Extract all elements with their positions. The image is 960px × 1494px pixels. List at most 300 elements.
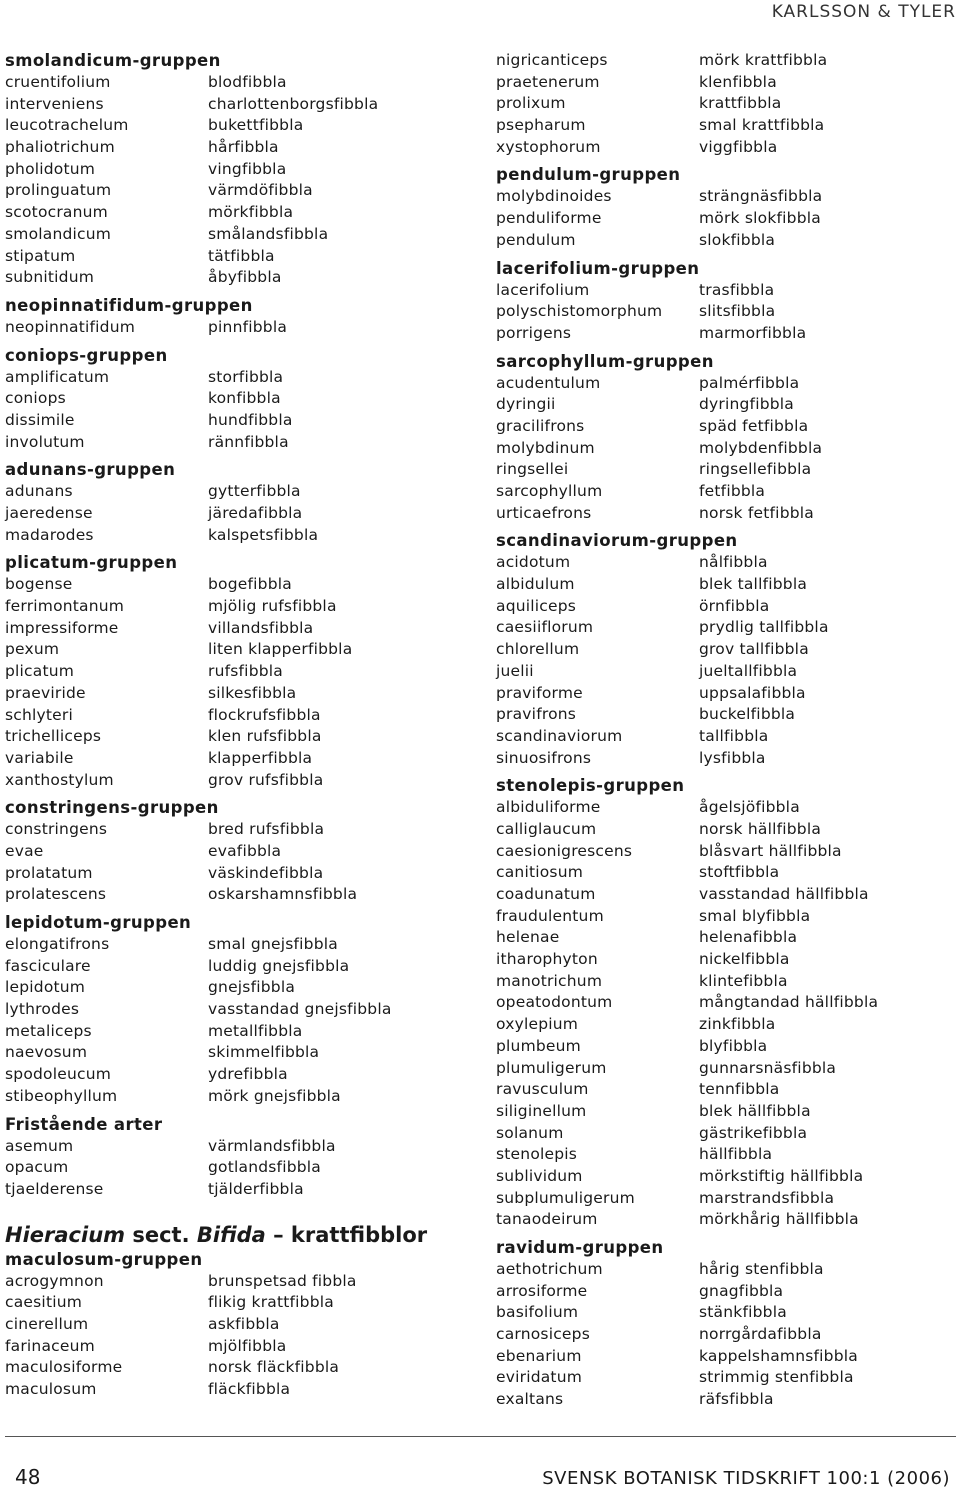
swedish-name: stoftfibbla [699,863,780,882]
scientific-name: subplumuligerum [496,1188,635,1207]
species-row [5,999,465,1021]
swedish-name: klapperfibbla [208,748,313,767]
swedish-name: lysfibbla [699,748,766,767]
swedish-name: vasstandad gnejsfibbla [208,1000,392,1019]
section-heading: Hieracium sect. Bifida – krattfibblor [5,1222,428,1247]
species-row [5,977,465,999]
scientific-name: caesitium [5,1293,83,1312]
species-row [5,180,465,202]
scientific-name: lythrodes [5,1000,80,1019]
swedish-name: stänkfibbla [699,1303,787,1322]
scientific-name: spodoleucum [5,1065,112,1084]
swedish-name: kappelshamnsfibbla [699,1346,858,1365]
species-row [496,1123,956,1145]
scientific-name: smolandicum [5,224,112,243]
swedish-name: slitsfibbla [699,302,776,321]
swedish-name: buckelfibbla [699,705,796,724]
species-row [496,1079,956,1101]
scientific-name: plumbeum [496,1036,581,1055]
swedish-name: flockrufsfibbla [208,705,321,724]
swedish-name: strimmig stenfibbla [699,1368,854,1387]
species-row [496,884,956,906]
scientific-name: tjaelderense [5,1179,104,1198]
species-row [5,1157,465,1179]
swedish-name: smal gnejsfibbla [208,935,338,953]
swedish-name: blodfibbla [208,73,287,91]
swedish-name: ydrefibbla [208,1065,288,1084]
group-title: Fristående arter [5,1114,163,1134]
species-row [5,819,465,841]
swedish-name: tätfibbla [208,246,275,265]
species-row [496,481,956,503]
scientific-name: scotocranum [5,203,108,222]
swedish-name: luddig gnejsfibbla [208,956,350,975]
swedish-name: norsk hällfibbla [699,819,822,838]
scientific-name: acrogymnon [5,1271,104,1290]
scientific-name: stibeophyllum [5,1086,118,1105]
species-row [496,971,956,993]
scientific-name: juelii [496,661,534,680]
swedish-name: krattfibbla [699,94,782,113]
scientific-name: polyschistomorphum [496,302,663,321]
swedish-name: hårfibbla [208,138,279,157]
scientific-name: exaltans [496,1390,564,1409]
swedish-name: marmorfibbla [699,323,807,342]
species-row [496,574,956,596]
swedish-name: silkesfibbla [208,683,297,702]
species-row [5,410,465,432]
species-row [496,639,956,661]
scientific-name: variabile [5,748,74,767]
species-row [5,618,465,640]
species-row [496,906,956,928]
swedish-name: prydlig tallfibbla [699,618,829,637]
swedish-name: strängnäsfibbla [699,187,823,206]
scientific-name: caesionigrescens [496,841,633,860]
scientific-name: ferrimontanum [5,597,125,616]
scientific-name: asemum [5,1136,74,1155]
species-row [5,1064,465,1086]
species-row [496,503,956,525]
scientific-name: sinuosifrons [496,748,592,767]
species-row [5,481,465,503]
page-number: 48 [15,1465,41,1489]
scientific-name: plicatum [5,662,75,681]
swedish-name: mörk gnejsfibbla [208,1086,341,1105]
swedish-name: blek hällfibbla [699,1101,811,1120]
swedish-name: klenfibbla [699,72,777,91]
species-row [496,1014,956,1036]
species-row [5,267,465,289]
species-row [5,388,465,410]
swedish-name: tjälderfibbla [208,1179,304,1198]
species-row [5,72,465,94]
swedish-name: mjölfibbla [208,1336,287,1355]
swedish-name: fetfibbla [699,482,766,500]
scientific-name: constringens [5,820,108,839]
scientific-name: sarcophyllum [496,482,603,500]
scientific-name: phaliotrichum [5,138,115,157]
species-row [5,956,465,978]
swedish-name: marstrandsfibbla [699,1188,835,1207]
swedish-name: grov tallfibbla [699,640,809,659]
species-row [496,137,956,159]
swedish-name: hällfibbla [699,1145,773,1164]
scientific-name: pendulum [496,230,576,249]
species-row [496,1166,956,1188]
scientific-name: tanaodeirum [496,1210,598,1229]
swedish-name: nålfibbla [699,553,768,572]
left-group-list-2 [5,1249,465,1401]
scientific-name: nigricanticeps [496,51,608,69]
swedish-name: mörkfibbla [208,203,294,222]
species-row [496,992,956,1014]
species-row [5,770,465,792]
scientific-name: eviridatum [496,1368,583,1387]
species-row [496,373,956,395]
species-row [5,159,465,181]
scientific-name: lepidotum [5,978,86,997]
group-title: lacerifolium-gruppen [496,258,700,278]
right-group-list [496,50,956,1411]
species-row [496,862,956,884]
swedish-name: kalspetsfibbla [208,525,319,544]
scientific-name: dyringii [496,395,556,414]
scientific-name: schlyteri [5,705,73,724]
species-row [496,1281,956,1303]
swedish-name: klintefibbla [699,971,788,990]
species-row [5,1136,465,1158]
swedish-name: mångtandad hällfibbla [699,993,879,1012]
species-row [496,394,956,416]
swedish-name: villandsfibbla [208,618,314,637]
swedish-name: norsk fetfibbla [699,503,814,522]
species-row [496,438,956,460]
swedish-name: norrgårdafibbla [699,1325,822,1344]
scientific-name: impressiforme [5,618,119,637]
species-row [496,704,956,726]
species-row [5,596,465,618]
scientific-name: prolinguatum [5,181,112,200]
species-row [5,1357,465,1379]
scientific-name: gracilifrons [496,416,585,435]
group-title: coniops-gruppen [5,345,168,365]
species-row [5,525,465,547]
species-row [5,639,465,661]
swedish-name: fläckfibbla [208,1380,291,1398]
species-row [496,416,956,438]
swedish-name: värmlandsfibbla [208,1136,336,1155]
swedish-name: konfibbla [208,389,281,408]
species-row [5,367,465,389]
species-row [5,683,465,705]
swedish-name: metallfibbla [208,1021,303,1040]
group-title: constringens-gruppen [5,798,219,818]
species-row [496,683,956,705]
species-row [496,617,956,639]
species-row [496,1346,956,1368]
scientific-name: canitiosum [496,863,584,882]
scientific-name: manotrichum [496,971,603,990]
scientific-name: itharophyton [496,950,598,969]
species-row [5,884,465,906]
swedish-name: smal blyfibbla [699,906,811,925]
swedish-name: norsk fläckfibbla [208,1358,340,1377]
swedish-name: rufsfibbla [208,662,283,681]
species-row [5,1271,465,1293]
species-row [5,1042,465,1064]
swedish-name: klen rufsfibbla [208,727,322,746]
scientific-name: trichelliceps [5,727,102,746]
swedish-name: ringsellefibbla [699,460,812,479]
species-row [496,552,956,574]
scientific-name: ebenarium [496,1346,582,1365]
left-column [5,50,465,1401]
scientific-name: basifolium [496,1303,579,1322]
species-row [5,1336,465,1358]
scientific-name: opacum [5,1158,69,1177]
scientific-name: farinaceum [5,1336,95,1355]
scientific-name: calliglaucum [496,819,597,838]
swedish-name: smal krattfibbla [699,116,825,135]
swedish-name: zinkfibbla [699,1015,776,1034]
swedish-name: rännfibbla [208,432,289,451]
species-row [5,661,465,683]
swedish-name: mjölig rufsfibbla [208,597,337,616]
species-row [5,1314,465,1336]
scientific-name: fasciculare [5,956,91,975]
scientific-name: involutum [5,432,85,451]
scientific-name: adunans [5,482,73,501]
species-row [5,863,465,885]
swedish-name: helenafibbla [699,928,798,947]
species-row [496,323,956,345]
species-row [5,726,465,748]
swedish-name: järedafibbla [208,504,303,522]
scientific-name: dissimile [5,410,75,429]
species-row [496,72,956,94]
species-row [5,503,465,525]
swedish-name: tennfibbla [699,1080,780,1099]
scientific-name: opeatodontum [496,993,613,1012]
swedish-name: värmdöfibbla [208,181,313,200]
scientific-name: stipatum [5,246,76,265]
group-title: smolandicum-gruppen [5,51,221,70]
scientific-name: urticaefrons [496,503,592,522]
scientific-name: bogense [5,575,73,594]
swedish-name: tallfibbla [699,726,769,745]
scientific-name: plumuligerum [496,1058,607,1077]
species-row [496,1101,956,1123]
species-row [5,137,465,159]
scientific-name: stenolepis [496,1145,578,1164]
scientific-name: prolatatum [5,863,93,882]
species-row [496,1259,956,1281]
scientific-name: psepharum [496,116,586,135]
swedish-name: uppsalafibbla [699,683,806,702]
group-title: stenolepis-gruppen [496,776,685,796]
swedish-name: väskindefibbla [208,863,324,882]
species-row [5,1086,465,1108]
scientific-name: scandinaviorum [496,726,623,745]
species-row [496,949,956,971]
species-row [496,1209,956,1231]
scientific-name: siliginellum [496,1101,587,1120]
swedish-name: mörkhårig hällfibbla [699,1210,859,1229]
scientific-name: caesiiflorum [496,618,594,637]
swedish-name: flikig krattfibbla [208,1293,334,1312]
species-row [496,1188,956,1210]
scientific-name: interveniens [5,94,104,113]
swedish-name: slokfibbla [699,230,776,249]
swedish-name: hundfibbla [208,410,293,429]
scientific-name: acudentulum [496,373,601,392]
swedish-name: askfibbla [208,1314,280,1333]
group-title: adunans-gruppen [5,460,176,480]
scientific-name: molybdinum [496,438,595,457]
swedish-name: palmérfibbla [699,373,800,392]
swedish-name: blyfibbla [699,1036,768,1055]
species-row [496,50,956,72]
species-row [496,1036,956,1058]
swedish-name: skimmelfibbla [208,1043,320,1062]
footer-rule [5,1436,956,1437]
scientific-name: jaeredense [5,504,93,522]
scientific-name: coniops [5,389,66,408]
scientific-name: prolatescens [5,885,107,904]
swedish-name: jueltallfibbla [699,661,798,680]
right-column [496,50,956,1411]
species-row [5,224,465,246]
scientific-name: madarodes [5,525,94,544]
scientific-name: sublividum [496,1166,583,1185]
swedish-name: storfibbla [208,367,284,386]
journal-citation: SVENSK BOTANISK TIDSKRIFT 100:1 (2006) [542,1468,950,1489]
scientific-name: cruentifolium [5,73,111,91]
swedish-name: mörk slokfibbla [699,209,821,228]
species-row [5,115,465,137]
swedish-name: liten klapperfibbla [208,640,353,659]
species-row [5,432,465,454]
scientific-name: leucotrachelum [5,116,129,135]
scientific-name: albidulum [496,575,575,594]
scientific-name: subnitidum [5,268,95,287]
scientific-name: praeviride [5,683,86,702]
species-row [496,726,956,748]
group-title: ravidum-gruppen [496,1238,664,1257]
scientific-name: cinerellum [5,1314,89,1333]
scientific-name: amplificatum [5,367,110,386]
species-row [496,115,956,137]
species-row [496,301,956,323]
swedish-name: smålandsfibbla [208,224,329,243]
swedish-name: åbyfibbla [208,268,282,287]
scientific-name: acidotum [496,553,571,572]
group-title: neopinnatifidum-gruppen [5,295,253,315]
swedish-name: mörkstiftig hällfibbla [699,1166,864,1185]
left-group-list [5,50,465,1201]
species-row [496,1302,956,1324]
species-row [5,1292,465,1314]
scientific-name: oxylepium [496,1015,579,1034]
swedish-name: gotlandsfibbla [208,1158,321,1177]
swedish-name: gästrikefibbla [699,1123,808,1142]
swedish-name: evafibbla [208,841,282,860]
swedish-name: blåsvart hällfibbla [699,841,842,860]
swedish-name: späd fetfibbla [699,416,809,435]
scientific-name: helenae [496,928,560,947]
scientific-name: maculosiforme [5,1358,123,1377]
swedish-name: oskarshamnsfibbla [208,885,358,904]
scientific-name: solanum [496,1123,564,1142]
swedish-name: dyringfibbla [699,395,794,414]
species-row [5,841,465,863]
scientific-name: maculosum [5,1380,97,1398]
group-title: lepidotum-gruppen [5,913,192,932]
scientific-name: carnosiceps [496,1325,590,1344]
scientific-name: lacerifolium [496,280,590,299]
species-row [5,1379,465,1401]
species-row [496,927,956,949]
scientific-name: pholidotum [5,159,96,178]
swedish-name: gytterfibbla [208,482,301,501]
swedish-name: gunnarsnäsfibbla [699,1058,837,1077]
species-row [496,797,956,819]
species-row [5,94,465,116]
scientific-name: molybdinoides [496,187,612,206]
species-row [496,459,956,481]
scientific-name: albiduliforme [496,798,601,817]
swedish-name: örnfibbla [699,596,770,615]
swedish-name: trasfibbla [699,280,775,299]
species-row [496,1367,956,1389]
species-row [5,574,465,596]
species-row [496,1324,956,1346]
scientific-name: porrigens [496,323,572,342]
scientific-name: xanthostylum [5,770,114,789]
swedish-name: ågelsjöfibbla [699,798,800,817]
species-row [5,317,465,339]
scientific-name: chlorellum [496,640,580,659]
species-row [496,661,956,683]
swedish-name: bred rufsfibbla [208,820,325,839]
swedish-name: vasstandad hällfibbla [699,885,869,903]
scientific-name: aquiliceps [496,596,577,615]
swedish-name: räfsfibbla [699,1390,774,1409]
swedish-name: charlottenborgsfibbla [208,94,379,113]
scientific-name: ravusculum [496,1080,589,1099]
species-row [496,748,956,770]
species-row [5,246,465,268]
species-row [496,1144,956,1166]
scientific-name: evae [5,841,44,860]
swedish-name: bukettfibbla [208,116,304,135]
swedish-name: vingfibbla [208,159,287,178]
swedish-name: blek tallfibbla [699,575,808,594]
scientific-name: prolixum [496,94,566,113]
species-row [496,1058,956,1080]
swedish-name: pinnfibbla [208,317,288,336]
scientific-name: elongatifrons [5,935,110,953]
species-row [496,596,956,618]
species-row [496,841,956,863]
scientific-name: neopinnatifidum [5,317,136,336]
species-row [496,230,956,252]
scientific-name: arrosiforme [496,1281,588,1300]
scientific-name: metaliceps [5,1021,92,1040]
scientific-name: pexum [5,640,60,659]
swedish-name: brunspetsad fibbla [208,1271,357,1290]
